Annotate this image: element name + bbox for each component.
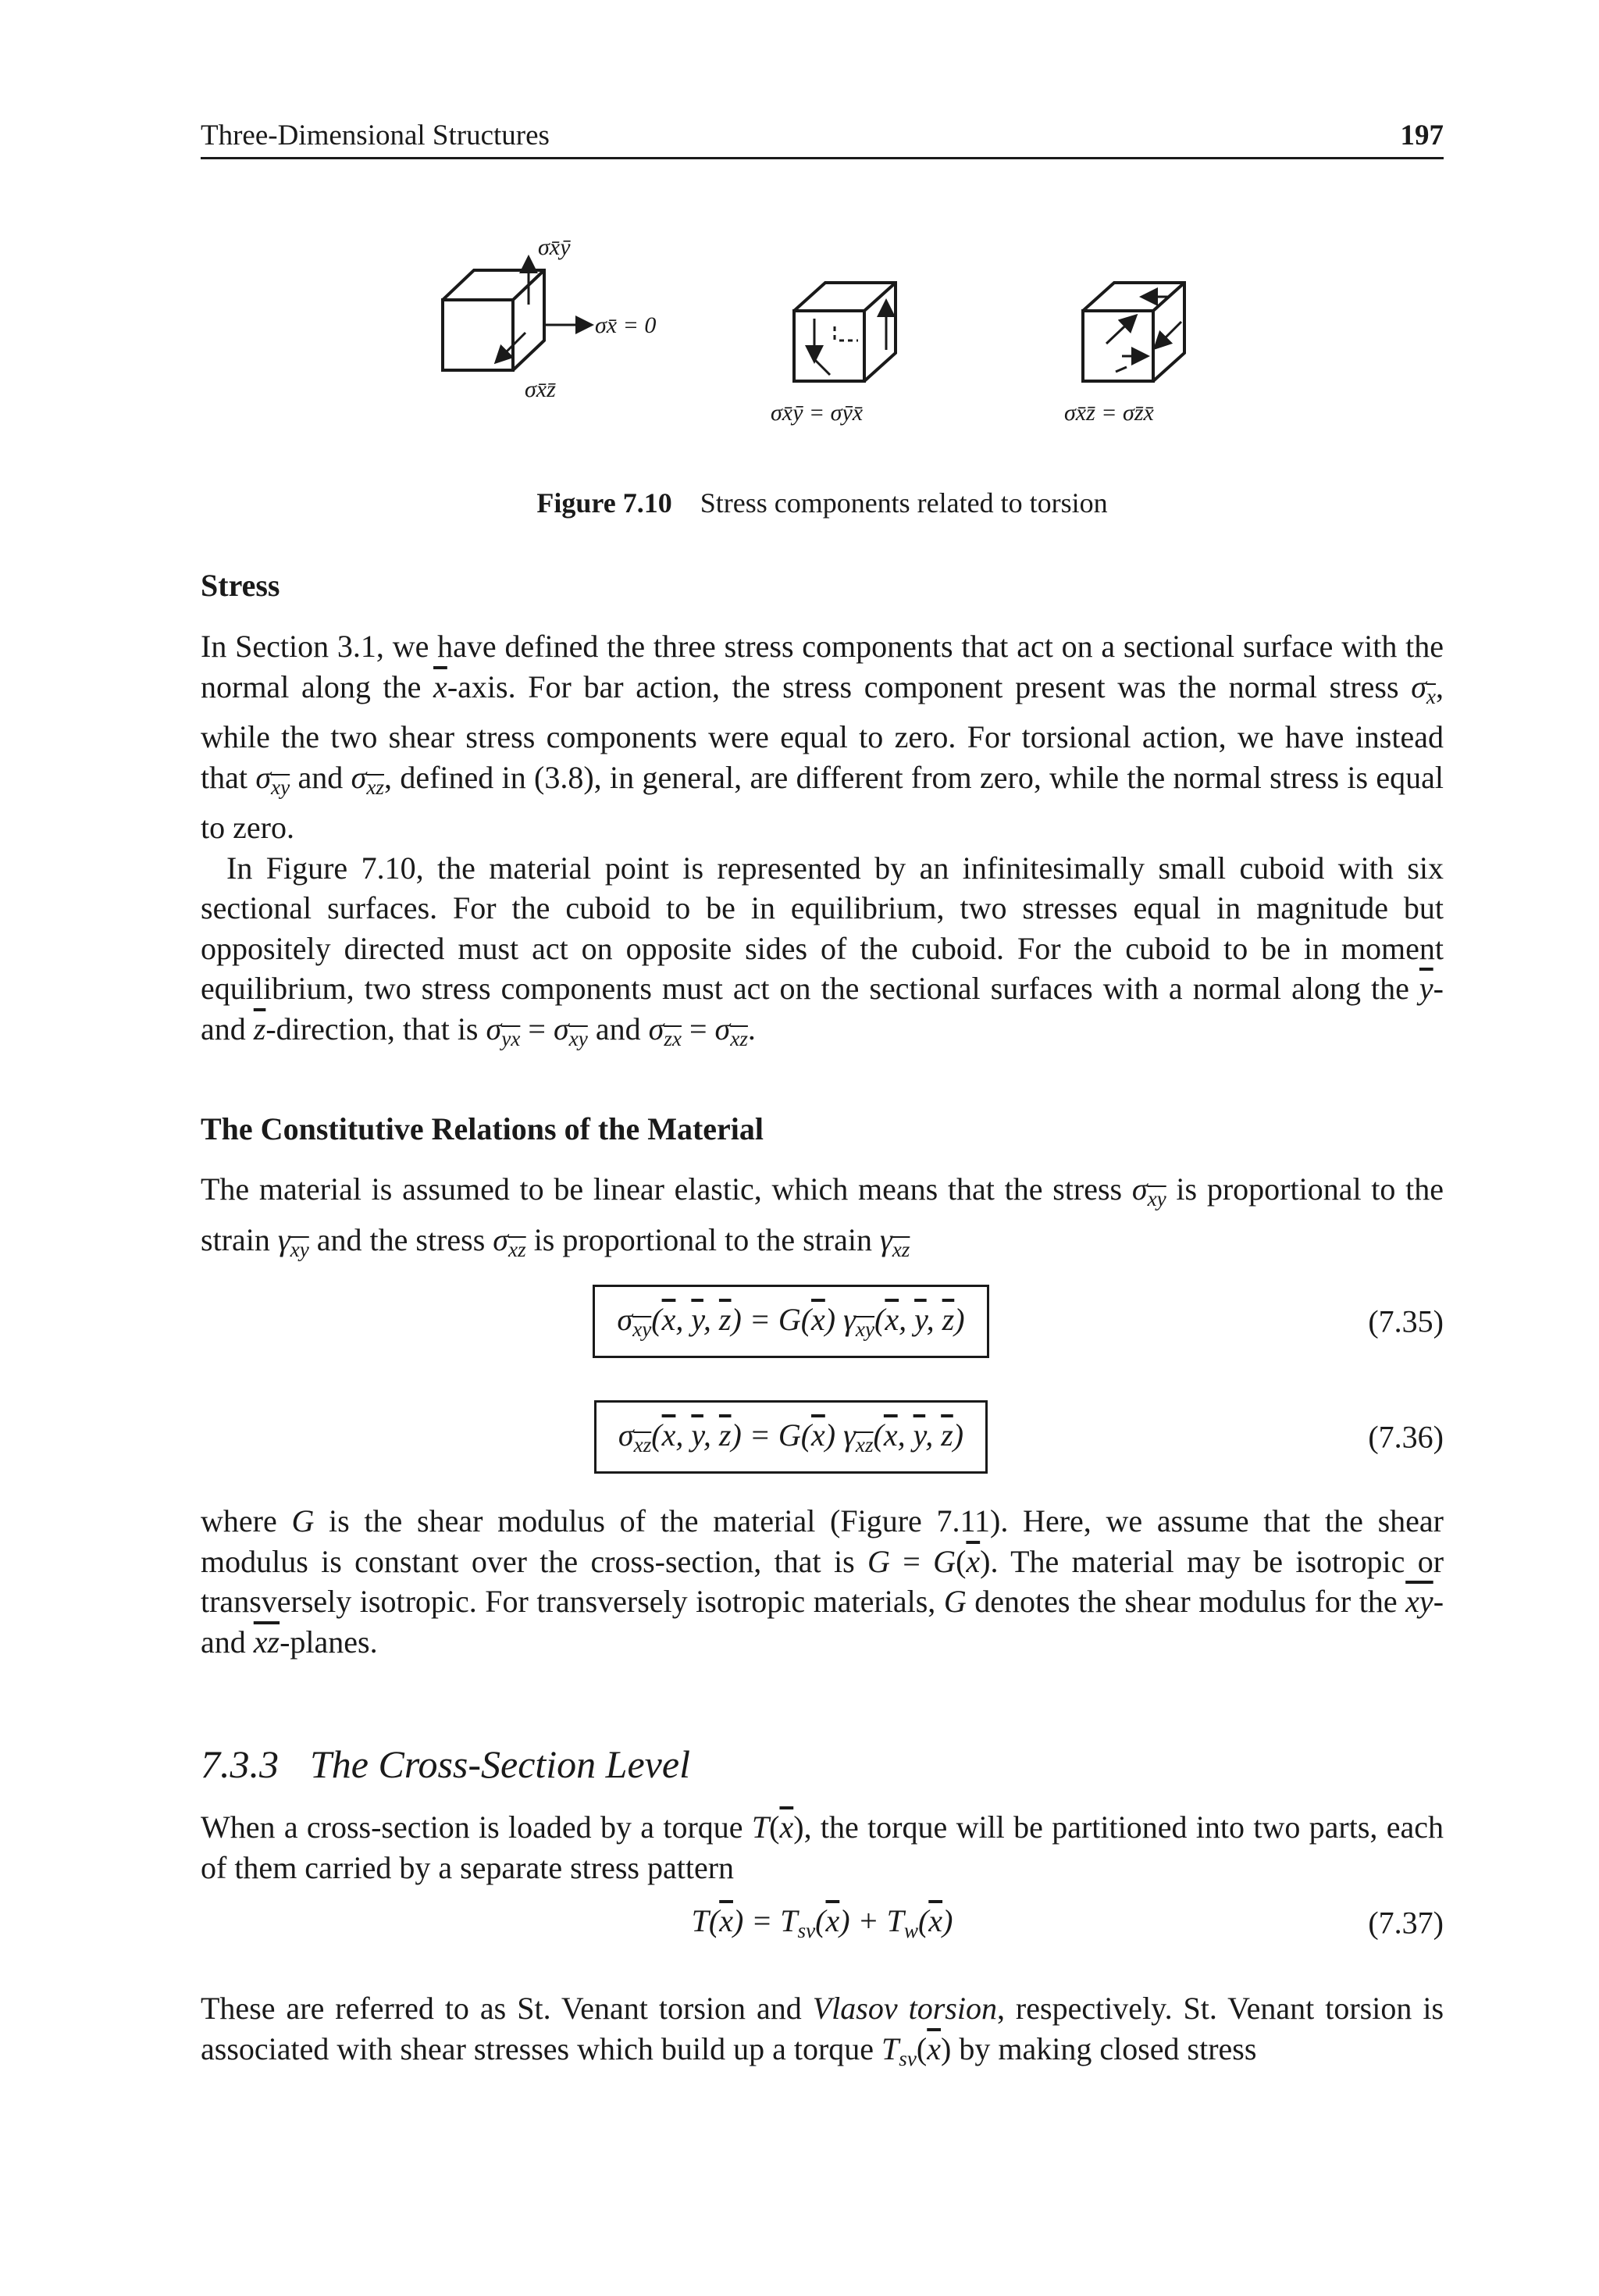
equation-7-36-box: $\sigma_{\overline{xz}}(\overline{x}$, $\overline{y}$, $\overline{z}) = G(\overline{x})$ $\gamma_{\overline{xz}}(\overline{x}$, $\overline{y}$, $\overline{z}$) <box>594 1400 988 1474</box>
equation-7-35 <box>201 1282 1444 1360</box>
stress-cubes-illustration <box>201 226 1444 476</box>
cube-2 <box>794 283 896 381</box>
constitutive-paragraph-2: where G is the shear modulus of the material (Figure 7.11). Here, we assume that the shear modulus is constant over the cross-section, that is $G = G(\overline{x})$. The material may be isotropic or transversely isotropic. For transversely isotropic materials, G denotes the shear modulus for the $\overline{xy}-$ and $\overline{xz}$-planes. <box>201 1503 1444 1660</box>
running-title: Three-Dimensional Structures <box>201 119 550 152</box>
section-title: The Cross-Section Level <box>310 1742 690 1786</box>
constitutive-paragraph-1: The material is assumed to be linear elastic, which means that the stress $\sigma_{\overline{xy}}$ is proportional to the strain $\gamma_{\overline{xy}}$ and the stress $\sigma_{\overline{xz}}$ is proportional to the strain $\gamma_{\overline{xz}}$ <box>201 1171 1444 1261</box>
cube-3-label: σx̄z̄ = σz̄x̄ <box>1064 400 1154 426</box>
cube-2-label: σx̄ȳ = σȳx̄ <box>771 400 864 426</box>
cross-section-paragraph-2: These are referred to as St. Venant torsion and Vlasov torsion, respectively. St. Venant torsion is associated with shear stresses which build up a torque $T_{sv}(\overline{x})$ by making closed stress <box>201 1991 1444 2070</box>
section-number: 7.3.3 <box>201 1742 279 1786</box>
equation-7-35-box: $\sigma_{\overline{xy}}(\overline{x}$, $\overline{y}$, $\overline{z}) = G(\overline{x})$ $\gamma_{\overline{xy}}(\overline{x}$, $\overline{y}$, $\overline{z}$) <box>593 1285 988 1358</box>
heading-constitutive-relations: The Constitutive Relations of the Material <box>201 1111 764 1146</box>
section-heading-7-3-3 <box>201 1742 690 1787</box>
cross-section-paragraph-1: When a cross-section is loaded by a torque $T(\overline{x})$, the torque will be partitioned into two parts, each of them carried by a separate stress pattern <box>201 1809 1444 1885</box>
figure-label: Figure 7.10 <box>536 487 672 519</box>
cube-1-right-label: σx̄ = 0 <box>595 312 657 338</box>
stress-section-body <box>201 626 1444 1059</box>
equation-7-37-body: $T(\overline{x}) = T_{sv}(\overline{x}) + T_w(\overline{x})$ <box>691 1902 953 1943</box>
page-number: 197 <box>1400 119 1444 152</box>
cube-1-bottom-label: σx̄z̄ <box>525 376 556 402</box>
figure-7-10 <box>201 226 1444 554</box>
cube-3 <box>1083 283 1184 381</box>
running-header <box>201 117 1444 159</box>
equation-number-7-37: (7.37) <box>1368 1905 1444 1941</box>
stress-paragraph-1: In Section 3.1, we have defined the three stress components that act on a sectional surface with the normal along the $\overline{x}$-axis. For bar action, the stress component present was the normal stress $\sigma_{\overline{x}}$, while the two shear stress components were equal to zero. For torsional action, we have instead that $\sigma_{\overline{xy}}$ and $\sigma_{\overline{xz}}$, defined in (3.8), in general, are different from zero, while the normal stress is equal to zero. <box>201 629 1444 846</box>
equation-number-7-35: (7.35) <box>1368 1303 1444 1339</box>
stress-paragraph-2: In Figure 7.10, the material point is represented by an infinitesimally small cuboid with six sectional surfaces. For the cuboid to be in equilibrium, two stresses equal in magnitude but oppositely directed must act on opposite sides of the cuboid. For the cuboid to be in moment equilibrium, two stress components must act on the sectional surfaces with a normal along the $\overline{y}-$ and $\overline{z}$-direction, that is $\sigma_{\overline{yx}} = \sigma_{\overline{xy}}$ and $\sigma_{\overline{zx}} = \sigma_{\overline{xz}}$. <box>201 850 1444 1050</box>
cube-1-top-label: σx̄ȳ <box>538 234 571 260</box>
equation-7-36 <box>201 1398 1444 1476</box>
heading-stress: Stress <box>201 568 280 603</box>
figure-caption-text: Stress components related to torsion <box>700 487 1108 519</box>
equation-number-7-36: (7.36) <box>1368 1419 1444 1455</box>
figure-caption <box>201 487 1444 519</box>
equation-7-37 <box>201 1884 1444 1962</box>
